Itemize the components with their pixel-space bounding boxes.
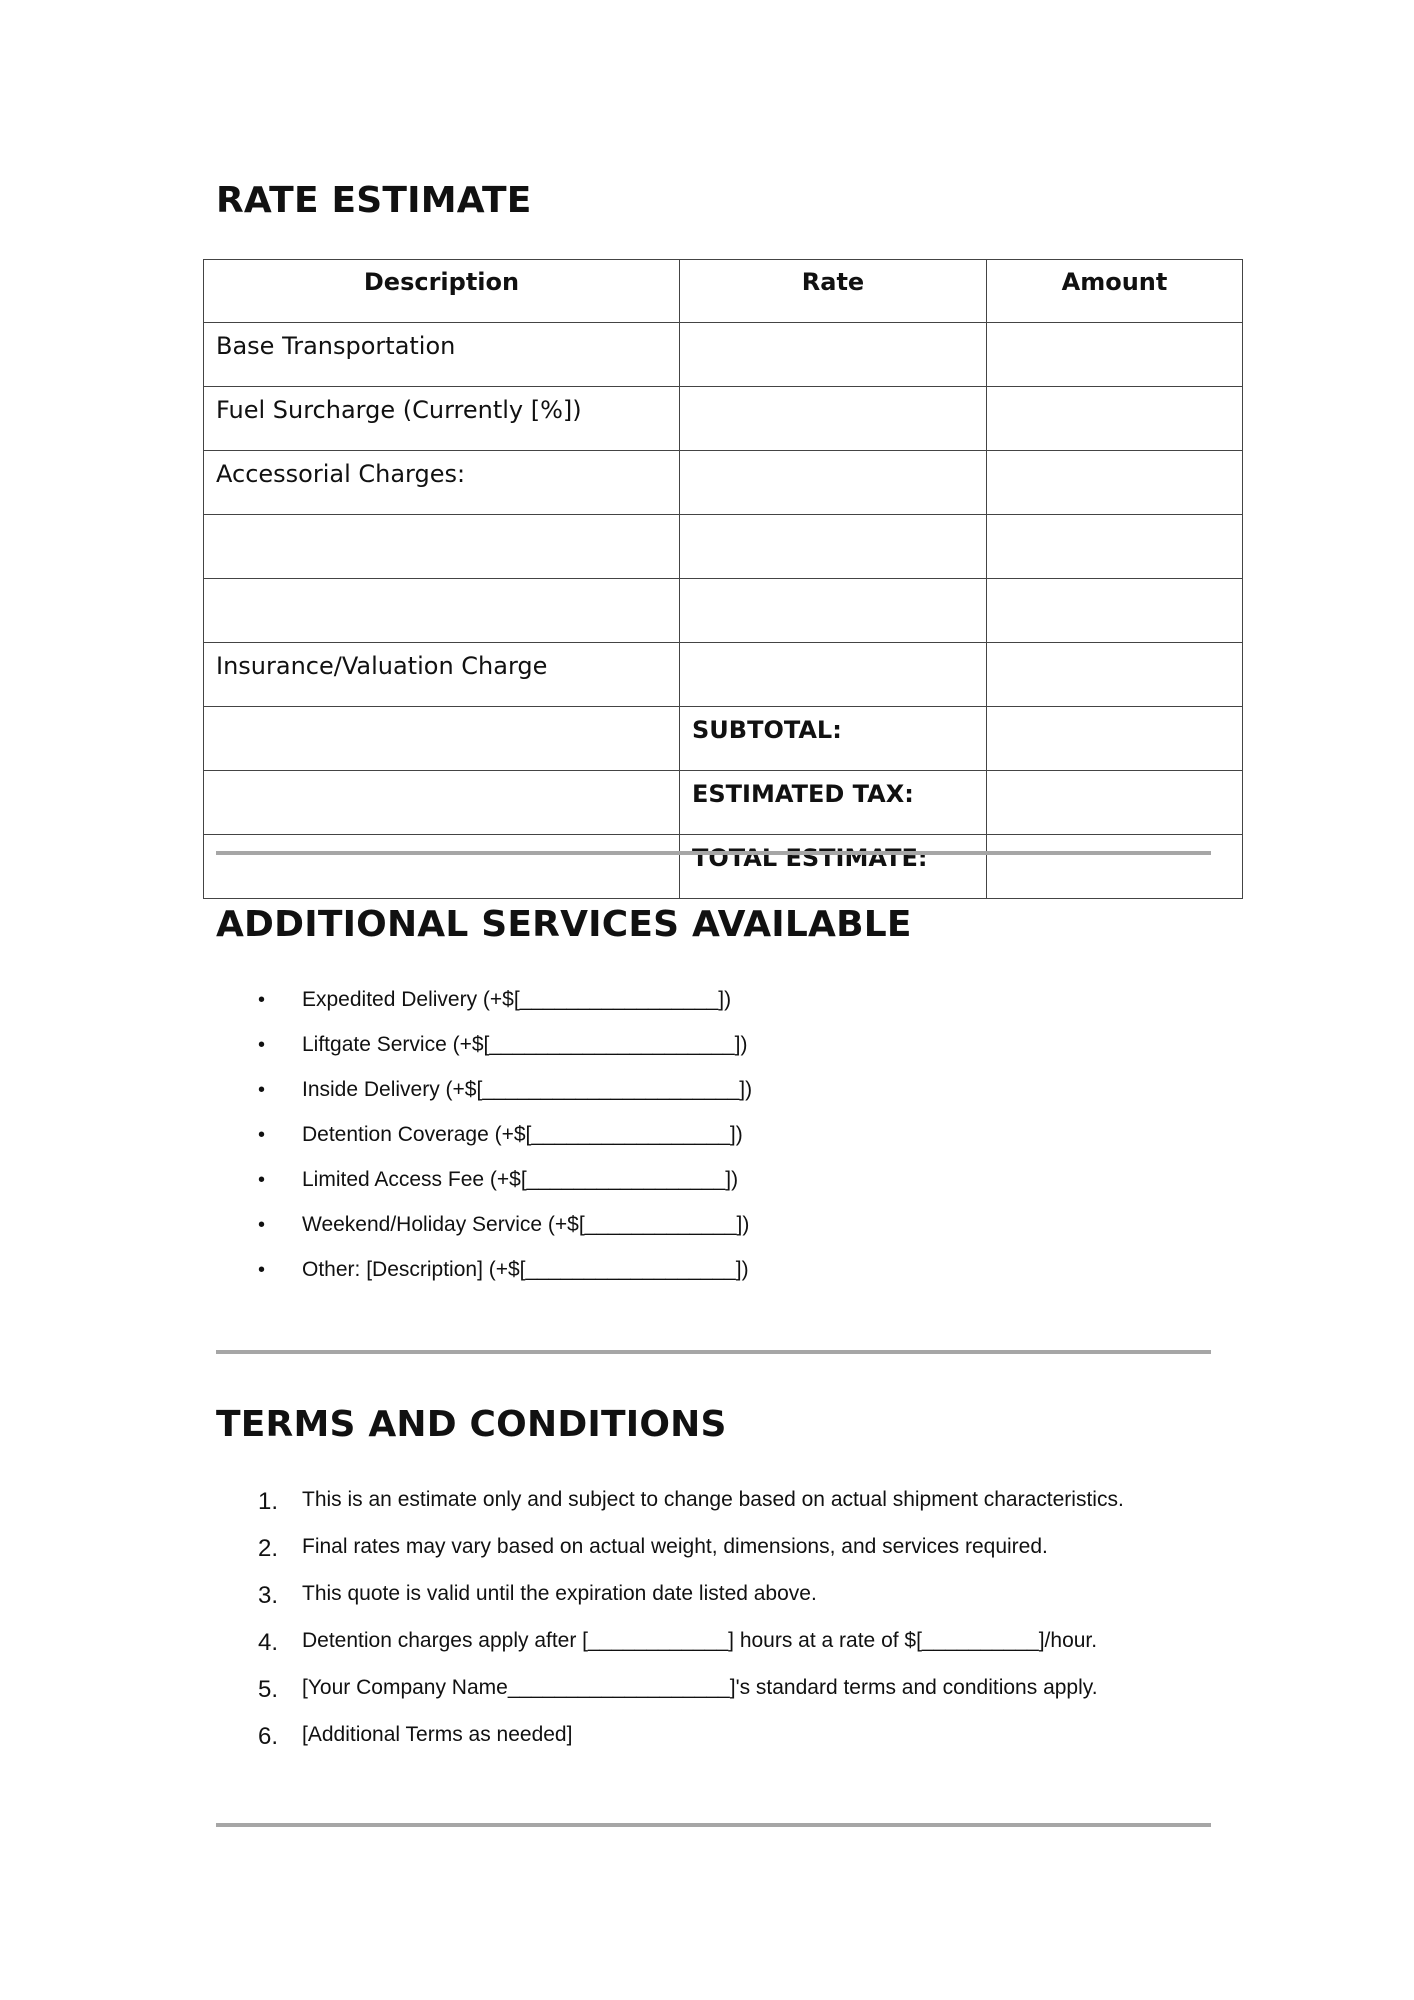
column-header-description: Description (204, 260, 680, 323)
table-row (204, 451, 1243, 515)
service-text: Liftgate Service (+$[_____________________]) (302, 1033, 748, 1056)
rate-estimate-heading: RATE ESTIMATE (216, 180, 532, 221)
term-text: This is an estimate only and subject to change based on actual shipment characteristics. (302, 1488, 1124, 1511)
bullet-icon: • (258, 1169, 266, 1191)
amount-cell (987, 643, 1243, 707)
description-cell: Fuel Surcharge (Currently [%]) (204, 387, 680, 451)
rate-cell (680, 387, 987, 451)
bullet-icon: • (258, 1259, 266, 1281)
empty-cell (204, 707, 680, 771)
rate-cell (680, 515, 987, 579)
table-row (204, 579, 1243, 643)
estimated-tax-label: ESTIMATED TAX: (680, 771, 987, 835)
section-divider (216, 851, 1211, 855)
estimated-tax-row (204, 771, 1243, 835)
item-number: 1. (258, 1488, 279, 1515)
table-row (204, 387, 1243, 451)
term-text: [Additional Terms as needed] (302, 1723, 573, 1746)
empty-cell (204, 835, 680, 899)
description-cell (204, 515, 680, 579)
total-estimate-amount (987, 835, 1243, 899)
table-row (204, 643, 1243, 707)
term-text: Detention charges apply after [____________] hours at a rate of $[__________]/hour. (302, 1629, 1098, 1652)
total-estimate-row (204, 835, 1243, 899)
subtotal-amount (987, 707, 1243, 771)
description-cell (204, 579, 680, 643)
term-text: [Your Company Name___________________]'s standard terms and conditions apply. (302, 1676, 1098, 1699)
item-number: 4. (258, 1629, 279, 1656)
subtotal-label: SUBTOTAL: (680, 707, 987, 771)
bullet-icon: • (258, 1124, 266, 1146)
service-text: Inside Delivery (+$[______________________]) (302, 1078, 753, 1101)
service-text: Limited Access Fee (+$[_________________]) (302, 1168, 739, 1191)
bullet-icon: • (258, 989, 266, 1011)
bullet-icon: • (258, 1034, 266, 1056)
empty-cell (204, 771, 680, 835)
service-text: Detention Coverage (+$[_________________]) (302, 1123, 743, 1146)
rate-cell (680, 579, 987, 643)
bullet-icon: • (258, 1214, 266, 1236)
table-row (204, 323, 1243, 387)
column-header-amount: Amount (987, 260, 1243, 323)
rate-cell (680, 451, 987, 515)
item-number: 6. (258, 1723, 279, 1750)
description-cell: Accessorial Charges: (204, 451, 680, 515)
subtotal-row (204, 707, 1243, 771)
estimated-tax-amount (987, 771, 1243, 835)
amount-cell (987, 451, 1243, 515)
service-text: Other: [Description] (+$[__________________]) (302, 1258, 749, 1281)
item-number: 2. (258, 1535, 279, 1562)
terms-and-conditions-heading: TERMS AND CONDITIONS (216, 1404, 727, 1445)
table-row (204, 515, 1243, 579)
amount-cell (987, 579, 1243, 643)
bullet-icon: • (258, 1079, 266, 1101)
section-divider (216, 1823, 1211, 1827)
service-text: Expedited Delivery (+$[_________________]) (302, 988, 732, 1011)
section-divider (216, 1350, 1211, 1354)
description-cell: Insurance/Valuation Charge (204, 643, 680, 707)
column-header-rate: Rate (680, 260, 987, 323)
amount-cell (987, 515, 1243, 579)
amount-cell (987, 387, 1243, 451)
total-estimate-label: TOTAL ESTIMATE: (680, 835, 987, 899)
description-cell: Base Transportation (204, 323, 680, 387)
term-text: This quote is valid until the expiration date listed above. (302, 1582, 817, 1605)
table-header-row (204, 260, 1243, 323)
item-number: 3. (258, 1582, 279, 1609)
rate-cell (680, 323, 987, 387)
rate-estimate-table (203, 259, 1243, 899)
amount-cell (987, 323, 1243, 387)
rate-cell (680, 643, 987, 707)
item-number: 5. (258, 1676, 279, 1703)
term-text: Final rates may vary based on actual weight, dimensions, and services required. (302, 1535, 1048, 1558)
service-text: Weekend/Holiday Service (+$[_____________]) (302, 1213, 750, 1236)
additional-services-heading: ADDITIONAL SERVICES AVAILABLE (216, 904, 912, 945)
